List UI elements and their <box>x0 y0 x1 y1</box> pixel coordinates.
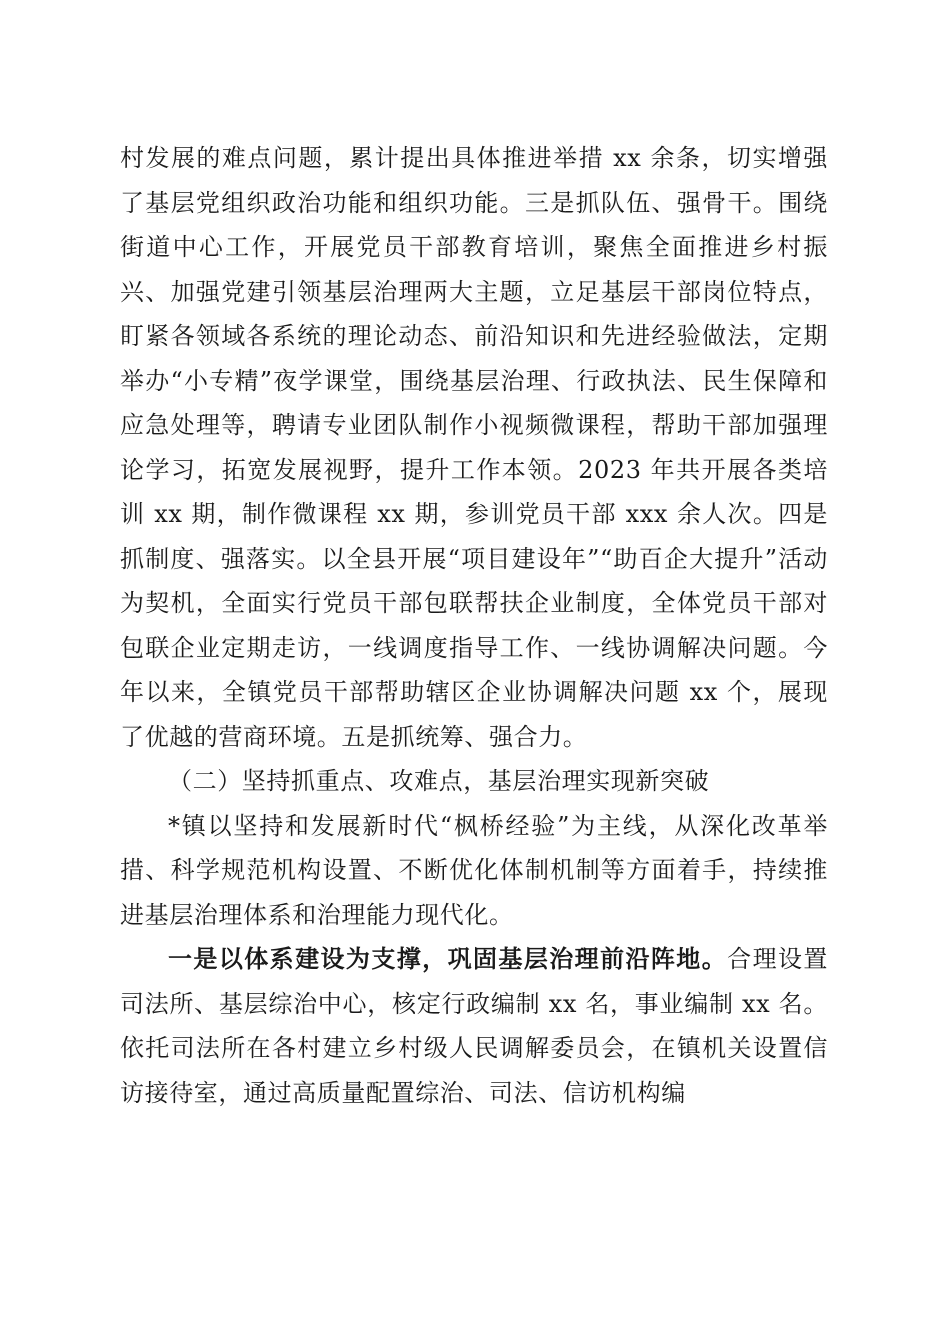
paragraph-system-building <box>120 937 828 1115</box>
document-body <box>120 136 828 1115</box>
paragraph-body-text: 合理设置司法所、基层综治中心，核定行政编制 xx 名，事业编制 xx 名。依托司法所在各村建立乡村级人民调解委员会，在镇机关设置信访接待室，通过高质量配置综治、司法、信访机构编 <box>120 945 829 1107</box>
paragraph-intro: *镇以坚持和发展新时代“枫桥经验”为主线，从深化改革举措、科学规范机构设置、不断优化体制机制等方面着手，持续推进基层治理体系和治理能力现代化。 <box>120 811 828 929</box>
section-heading: （二）坚持抓重点、攻难点，基层治理实现新突破 <box>168 767 710 795</box>
paragraph-continued: 村发展的难点问题，累计提出具体推进举措 xx 余条，切实增强了基层党组织政治功能和组织功能。三是抓队伍、强骨干。围绕街道中心工作，开展党员干部教育培训，聚焦全面推进乡村振兴、加强党建引领基层治理两大主题，立足基层干部岗位特点，盯紧各领域各系统的理论动态、前沿知识和先进经验做法，定期举办“小专精”夜学课堂，围绕基层治理、行政执法、民生保障和应急处理等，聘请专业团队制作小视频微课程，帮助干部加强理论学习，拓宽发展视野，提升工作本领。2023 年共开展各类培训 xx 期，制作微课程 xx 期，参训党员干部 xxx 余人次。四是抓制度、强落实。以全县开展“项目建设年”“助百企大提升”活动为契机，全面实行党员干部包联帮扶企业制度，全体党员干部对包联企业定期走访，一线调度指导工作、一线协调解决问题。今年以来，全镇党员干部帮助辖区企业协调解决问题 xx 个，展现了优越的营商环境。五是抓统筹、强合力。 <box>120 144 828 751</box>
paragraph-lead-sentence: 一是以体系建设为支撑，巩固基层治理前沿阵地。 <box>168 944 728 973</box>
